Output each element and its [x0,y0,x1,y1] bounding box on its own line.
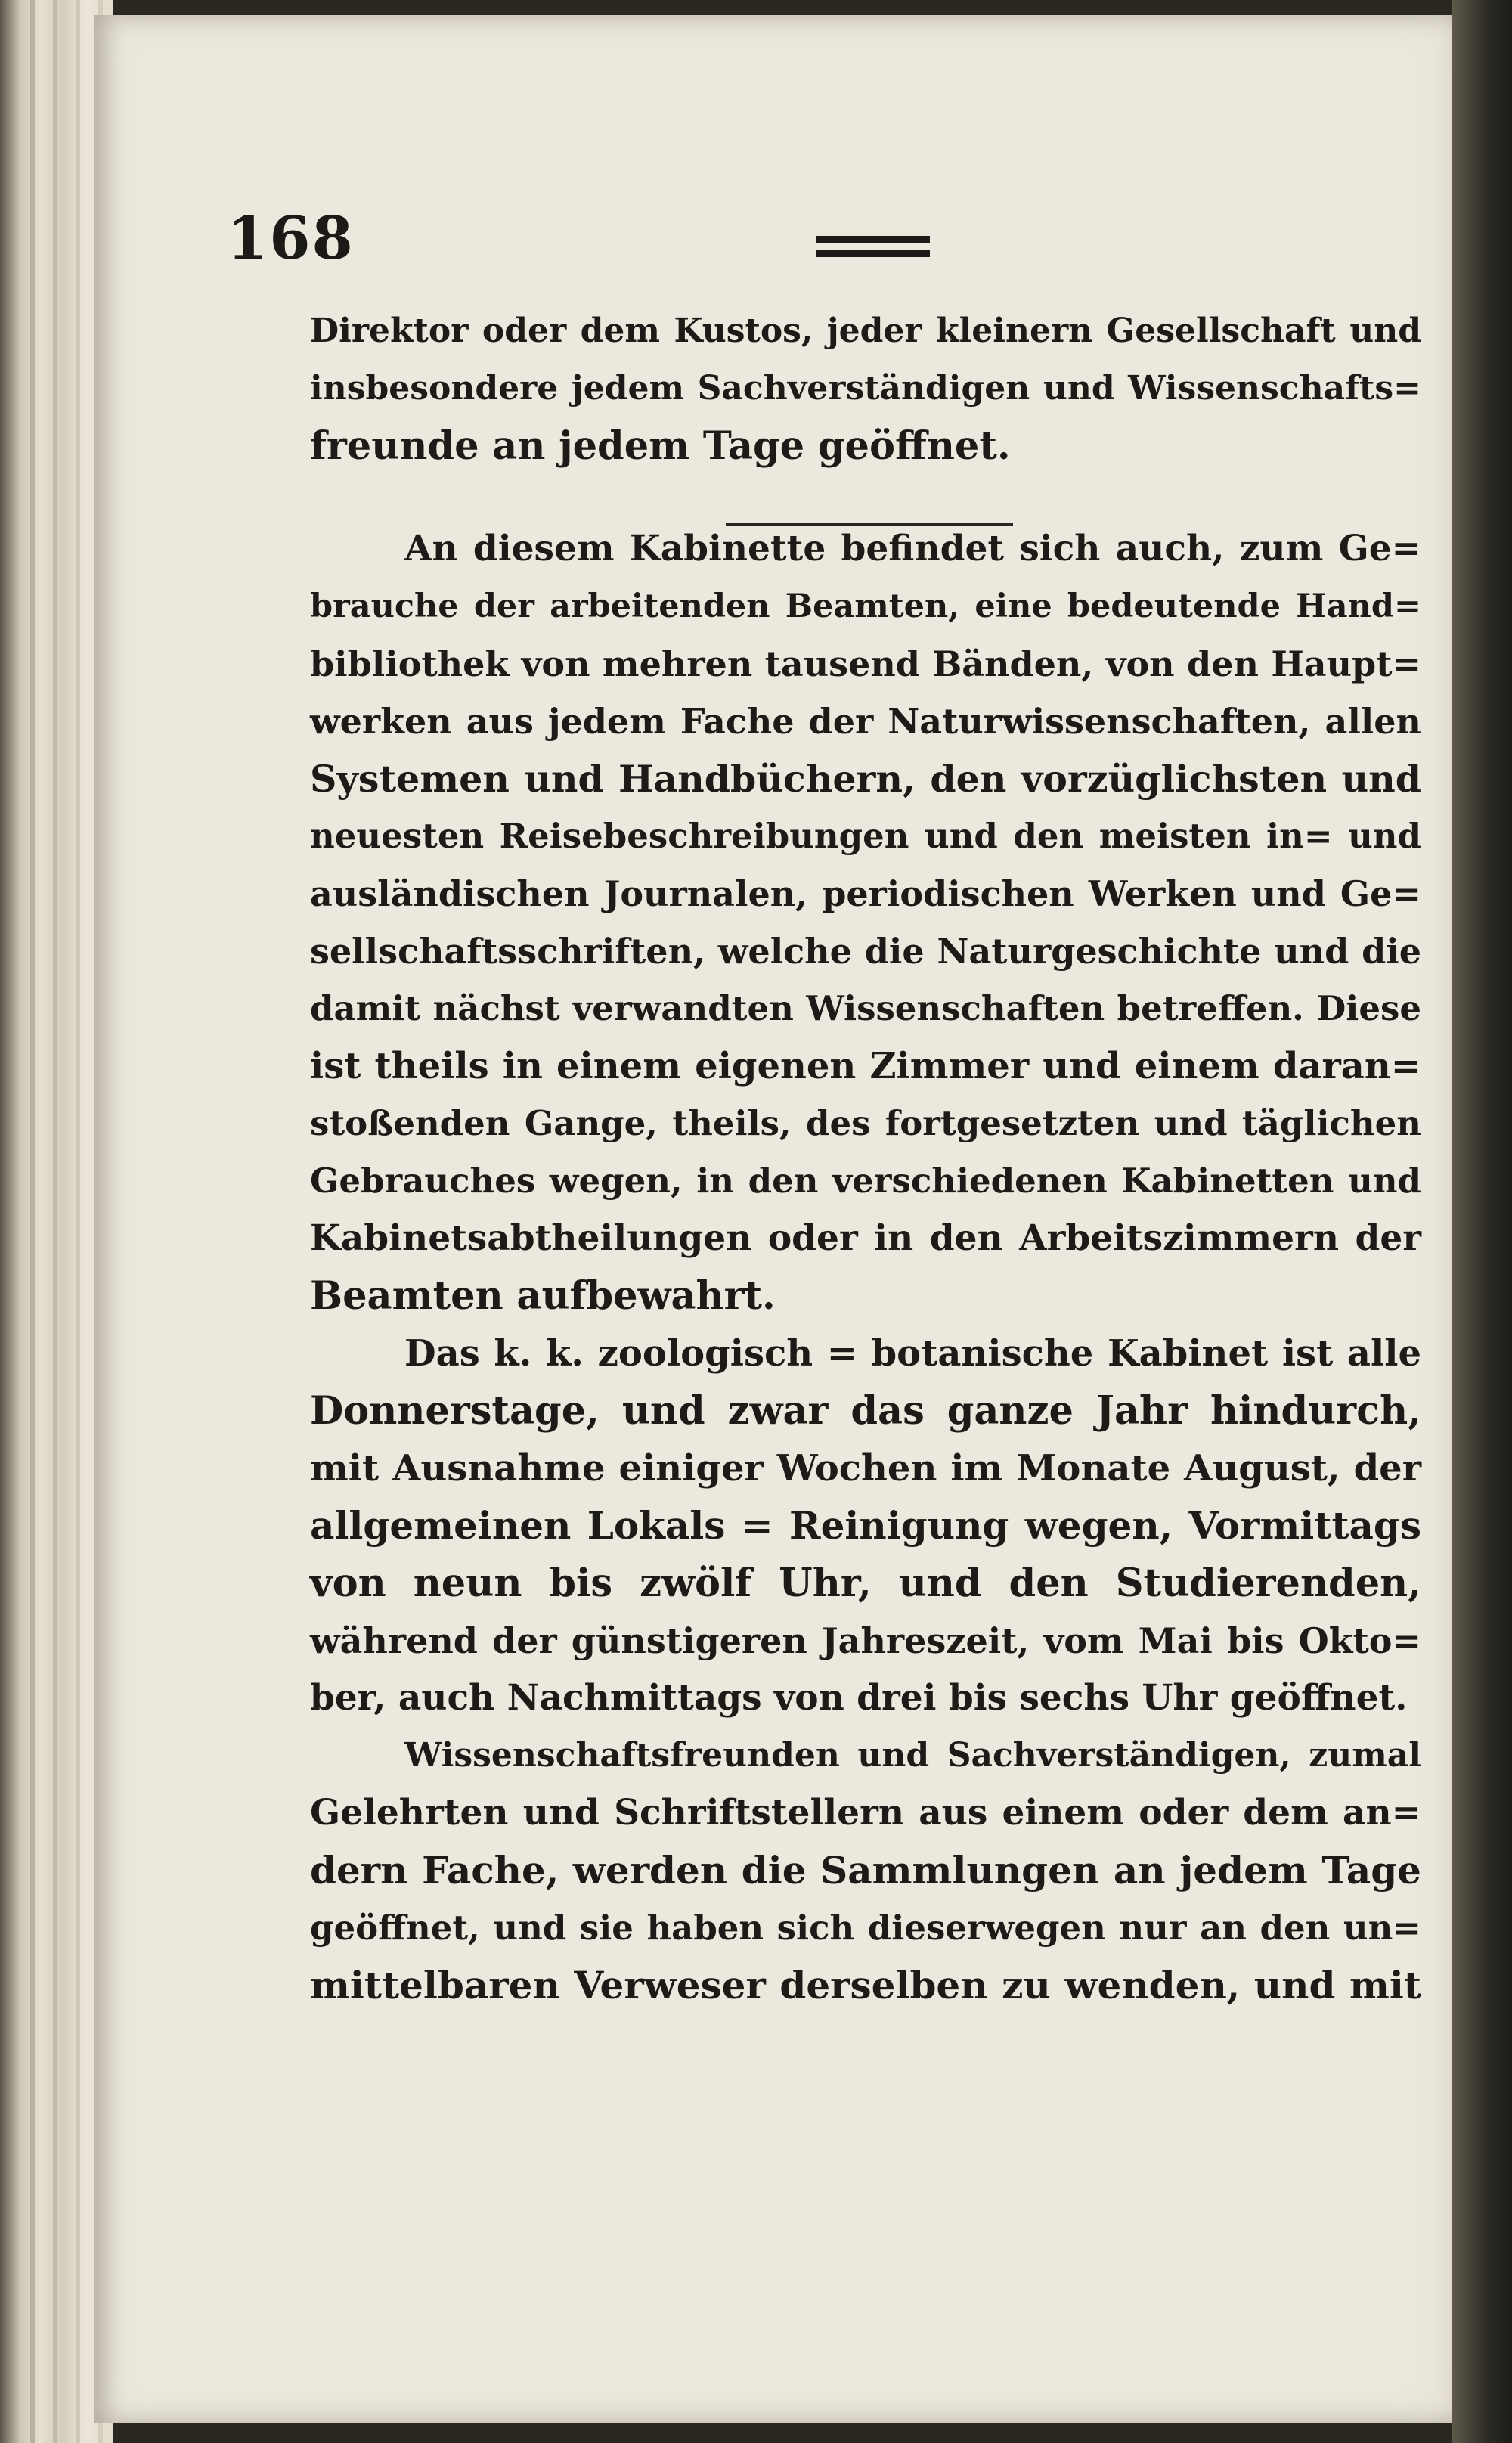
paragraph [310,520,1421,1325]
text-line: neuesten Reisebeschreibungen und den meisten in= und [310,816,1421,856]
text-line: von neun bis zwölf Uhr, und den Studierenden, [310,1561,1421,1606]
text-line: geöffnet, und sie haben sich dieserwegen nur an den un= [310,1908,1421,1948]
text-line: bibliothek von mehren tausend Bänden, von den Haupt= [310,643,1421,684]
text-line: Wissenschaftsfreunden und Sachverständigen, zumal [404,1736,1421,1775]
text-line: Gelehrten und Schriftstellern aus einem oder dem an= [310,1792,1421,1834]
paragraph [310,1727,1421,2014]
paragraph [310,302,1421,475]
text-line: mit Ausnahme einiger Wochen im Monate August, der [310,1447,1421,1490]
text-line: An diesem Kabinette befindet sich auch, zum Ge= [404,528,1421,569]
paragraph [310,1325,1421,1727]
page-number: 168 [227,204,355,273]
text-line: insbesondere jedem Sachverständigen und Wissenschafts= [310,369,1421,408]
text-line: Donnerstage, und zwar das ganze Jahr hindurch, [310,1388,1421,1434]
text-line: Das k. k. zoologisch = botanische Kabinet ist alle [404,1332,1421,1375]
text-line: Beamten aufbewahrt. [310,1273,776,1319]
body-text [310,302,1421,2014]
text-line: ist theils in einem eigenen Zimmer und einem daran= [310,1045,1421,1087]
text-line: während der günstigeren Jahreszeit, vom Mai bis Okto= [310,1620,1421,1661]
text-line: stoßenden Gange, theils, des fortgesetzten und täglichen [310,1103,1421,1143]
book-cover-edge [1452,0,1512,2443]
page-header [227,204,1421,287]
text-line: sellschaftsschriften, welche die Naturgeschichte und die [310,931,1421,972]
text-line: freunde an jedem Tage geöffnet. [310,423,1011,469]
text-line: Kabinetsabtheilungen oder in den Arbeitszimmern der [310,1217,1421,1259]
text-line: brauche der arbeitenden Beamten, eine bedeutende Hand= [310,587,1421,625]
text-line: ausländischen Journalen, periodischen Werken und Ge= [310,873,1421,914]
text-line: werken aus jedem Fache der Naturwissenschaften, allen [310,701,1421,742]
text-line: Gebrauches wegen, in den verschiedenen Kabinetten und [310,1161,1421,1201]
text-line: Systemen und Handbüchern, den vorzüglichsten und [310,757,1421,801]
text-line: ber, auch Nachmittags von drei bis sechs Uhr geöffnet. [310,1677,1408,1719]
header-rule [816,236,930,243]
text-line: mittelbaren Verweser derselben zu wenden, und mit [310,1963,1421,2007]
text-line: allgemeinen Lokals = Reinigung wegen, Vormittags [310,1503,1421,1548]
text-line: dern Fache, werden die Sammlungen an jedem Tage [310,1848,1421,1893]
text-line: Direktor oder dem Kustos, jeder kleinern Gesellschaft und [310,312,1421,350]
text-line: damit nächst verwandten Wissenschaften betreffen. Diese [310,988,1421,1028]
